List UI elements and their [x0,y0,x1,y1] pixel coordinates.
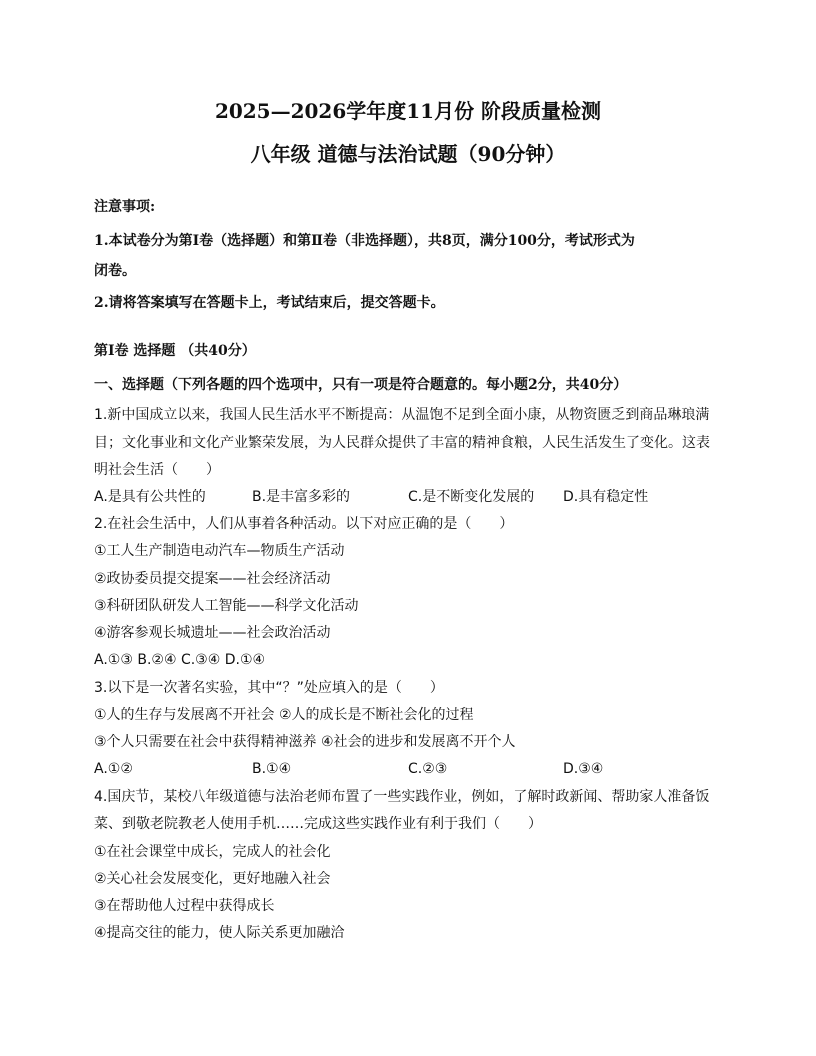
q3-option-c: C.②③ [408,761,448,777]
part-title: 第Ⅰ卷 选择题 （共40分） [94,343,256,359]
q1-options [94,486,654,508]
q4-item-4: ④提高交往的能力，使人际关系更加融洽 [94,925,345,941]
q1-line-1: 1.新中国成立以来，我国人民生活水平不断提高：从温饱不足到全面小康，从物资匮乏到商品琳琅满 [94,407,710,423]
q2-stem: 2.在社会生活中，人们从事着各种活动。以下对应正确的是（ ） [94,516,514,532]
exam-title: 2025—2026学年度11月份 阶段质量检测 [214,99,602,123]
q3-option-b: B.①④ [252,761,292,777]
q2-item-1: ①工人生产制造电动汽车—物质生产活动 [94,543,345,559]
q3-options [94,758,654,780]
q4-item-1: ①在社会课堂中成长，完成人的社会化 [94,844,331,860]
q1-option-d: D.具有稳定性 [563,489,649,505]
notice-item-1-line-2: 闭卷。 [94,263,136,279]
exam-subtitle: 八年级 道德与法治试题（90分钟） [250,142,566,166]
q4-line-1: 4.国庆节，某校八年级道德与法治老师布置了一些实践作业，例如，了解时政新闻、帮助家人准备饭 [94,789,710,805]
q3-option-d: D.③④ [563,761,604,777]
q4-item-3: ③在帮助他人过程中获得成长 [94,898,275,914]
q3-items-line-1: ①人的生存与发展离不开社会 ②人的成长是不断社会化的过程 [94,707,474,723]
q1-line-3: 明社会生活（ ） [94,462,220,478]
q2-item-2: ②政协委员提交提案——社会经济活动 [94,571,331,587]
q3-stem: 3.以下是一次著名实验，其中“？”处应填入的是（ ） [94,680,444,696]
notice-item-1-line-1: 1.本试卷分为第Ⅰ卷（选择题）和第Ⅱ卷（非选择题），共8页，满分100分，考试形式为 [94,233,635,249]
notice-item-2: 2.请将答案填写在答题卡上，考试结束后，提交答题卡。 [94,295,445,311]
q4-line-2: 菜、到敬老院教老人使用手机……完成这些实践作业有利于我们（ ） [94,816,542,832]
q2-item-4: ④游客参观长城遗址——社会政治活动 [94,625,331,641]
q2-item-3: ③科研团队研发人工智能——科学文化活动 [94,598,359,614]
notice-heading: 注意事项: [94,199,156,215]
q3-option-a: A.①② [94,761,133,777]
q1-option-a: A.是具有公共性的 [94,489,206,505]
q1-line-2: 目；文化事业和文化产业繁荣发展，为人民群众提供了丰富的精神食粮，人民生活发生了变化。这表 [94,435,710,451]
section-instruction: 一、选择题（下列各题的四个选项中，只有一项是符合题意的。每小题2分，共40分） [94,377,628,393]
q1-option-b: B.是丰富多彩的 [252,489,351,505]
q2-options: A.①③ B.②④ C.③④ D.①④ [94,652,266,668]
q1-option-c: C.是不断变化发展的 [408,489,535,505]
q4-item-2: ②关心社会发展变化，更好地融入社会 [94,871,331,887]
q3-items-line-2: ③个人只需要在社会中获得精神滋养 ④社会的进步和发展离不开个人 [94,734,516,750]
